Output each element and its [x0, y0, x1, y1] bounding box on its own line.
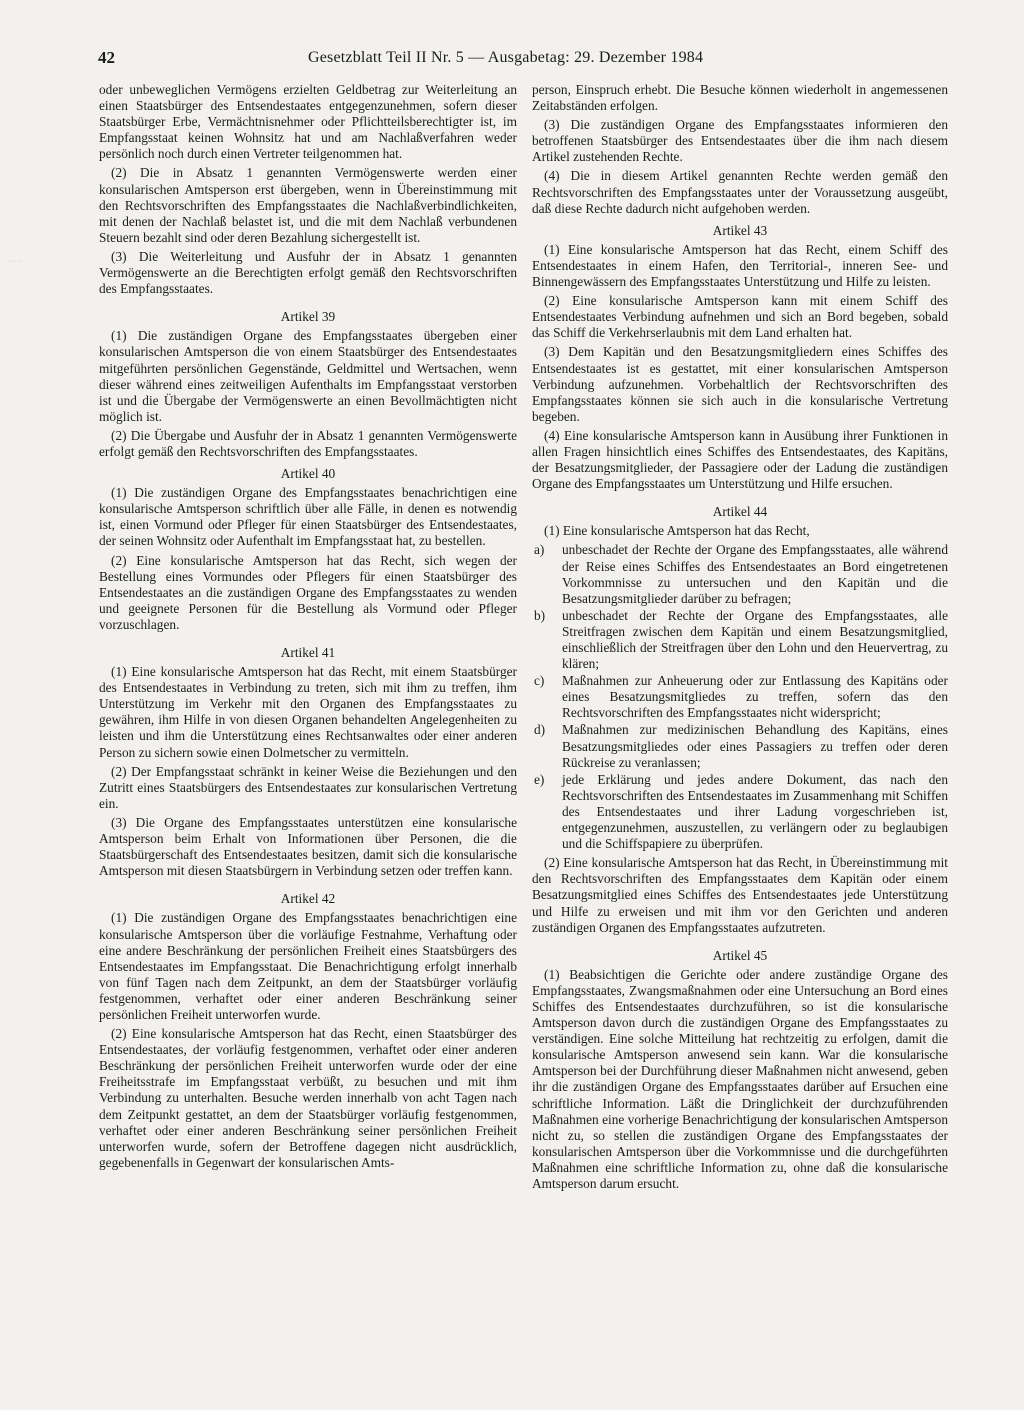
list-item-text: jede Erklärung und jedes andere Dokument, das nach den Rechtsvorschriften des Entsendestaates im Zusammenhang mit Schiffen des Entsendestaates und ihrer Ladung vorgeschrieben ist, entgegenzunehmen, auszustellen, zu verlängern oder zu beglaubigen und die Schiffspapiere zu überprüfen. — [562, 771, 948, 852]
paragraph: (3) Die Weiterleitung und Ausfuhr der in Absatz 1 genannten Vermögenswerte an die Berechtigten erfolgt gemäß den Rechtsvorschriften des Empfangsstaates. — [99, 248, 517, 297]
enumerated-list — [532, 542, 948, 852]
list-item-text: Maßnahmen zur Anheuerung oder zur Entlassung des Kapitäns oder eines Besatzungsmitgliedes zu treffen, sofern das den Rechtsvorschriften des Empfangsstaates nicht widerspricht; — [562, 673, 948, 721]
paragraph: (2) Der Empfangsstaat schränkt in keiner Weise die Beziehungen und den Zutritt eines Staatsbürgers des Entsendestaates zur konsularischen Vertretung ein. — [99, 763, 517, 811]
paragraph: (2) Eine konsularische Amtsperson hat das Recht, einen Staatsbürger des Entsendestaates, der vorläufig festgenommen, verhaftet oder einer anderen Beschränkung der persönlichen Freiheit unterworfen wurde oder der eine Freiheitsstrafe im Empfangsstaat verbüßt, zu besuchen und mit ihm Verbindung zu unterhalten. Besuche werden innerhalb von acht Tagen nach dem Zeitpunkt gestattet, an dem der Staatsbürger vorläufig festgenommen, verhaftet oder einer anderen Beschränkung seiner persönlichen Freiheit unterworfen wurde, sofern der Betroffene dagegen nicht ausdrücklich, gegebenenfalls in Gegenwart der konsularischen Amts- — [99, 1026, 517, 1170]
paragraph: (1) Die zuständigen Organe des Empfangsstaates übergeben einer konsularischen Amtsperson die von einem Staatsbürger des Entsendestaates mitgeführten persönlichen Gegenstände, Geldmittel und Wertsachen, wenn dieser während eines zeitweiligen Aufenthalts im Empfangsstaat verstorben ist und die Übergabe der Vermögenswerte an einen Bevollmächtigten nicht möglich ist. — [99, 328, 517, 424]
paragraph: (1) Eine konsularische Amtsperson hat das Recht, mit einem Staatsbürger des Entsendestaates in Verbindung zu treten, sich mit ihm zu treffen, ihm Unterstützung im Verkehr mit den Organen des Empfangsstaates zu gewähren, ihm Hilfe in von diesen Organen behandelten Angelegenheiten zu leisten und ihm die Unterstützung eines Rechtsanwaltes oder einer anderen Person zu sichern sowie einen Dolmetscher zu vermitteln. — [99, 664, 517, 760]
page-header — [98, 44, 956, 74]
paragraph: (2) Eine konsularische Amtsperson hat das Recht, in Übereinstimmung mit den Rechtsvorschriften des Empfangsstaates dem Kapitän oder einem Besatzungsmitglied eines Schiffes des Entsendestaates jede Unterstützung und Hilfe zu erweisen und mit ihm vor den Gerichten und anderen zuständigen Organen des Empfangsstaates aufzutreten. — [532, 855, 948, 935]
paragraph: (4) Eine konsularische Amtsperson kann in Ausübung ihrer Funktionen in allen Fragen hinsichtlich eines Schiffes des Entsendestaates, des Kapitäns, der Besatzungsmitglieder, der Passagiere oder der Ladung die zuständigen Organe des Empfangsstaates um Unterstützung und Hilfe ersuchen. — [532, 427, 948, 492]
paragraph: (2) Die in Absatz 1 genannten Vermögenswerte werden einer konsularischen Amtsperson erst übergeben, wenn in Übereinstimmung mit den Rechtsvorschriften des Empfangsstaates die Nachlaßverbindlichkeiten, mit denen der Nachlaß belastet ist, und die mit dem Nachlaß verbundenen Steuern bezahlt sind oder deren Bezahlung sichergestellt ist. — [99, 165, 517, 245]
list-item — [532, 542, 948, 606]
paragraph: (1) Eine konsularische Amtsperson hat das Recht, einem Schiff des Entsendestaates in einem Hafen, den Territorial-, inneren See- und Binnengewässern des Empfangsstaates Unterstützung und Hilfe zu leisten. — [532, 241, 948, 290]
margin-mark: ····· — [8, 259, 23, 265]
article-heading: Artikel 40 — [280, 466, 336, 482]
article-heading: Artikel 41 — [280, 645, 336, 660]
paragraph: person, Einspruch erhebt. Die Besuche können wiederholt in angemessenen Zeitabständen erfolgen. — [532, 82, 948, 114]
list-item — [532, 722, 948, 770]
paragraph: (2) Eine konsularische Amtsperson kann mit einem Schiff des Entsendestaates Verbindung aufnehmen und sich an Bord begeben, sobald das Schiff die Verkehrserlaubnis mit dem Land erhalten hat. — [532, 293, 948, 341]
list-item-label: d) — [534, 722, 546, 738]
paragraph: (3) Die zuständigen Organe des Empfangsstaates informieren den betroffenen Staatsbürger des Entsendestaates über die ihm nach diesem Artikel zustehenden Rechte. — [532, 117, 948, 165]
list-item-label: b) — [534, 607, 546, 623]
list-item — [532, 608, 948, 672]
article-heading: Artikel 43 — [712, 222, 768, 238]
paragraph: (4) Die in diesem Artikel genannten Rechte werden gemäß den Rechtsvorschriften des Empfangsstaates unter der Voraussetzung ausgeübt, daß diese Rechte dadurch nicht aufgehoben werden. — [532, 168, 948, 216]
paragraph: oder unbeweglichen Vermögens erzielten Geldbetrag zur Weiterleitung an einen Staatsbürger des Entsendestaates entgegenzunehmen, sofern dieser Staatsbürger Erbe, Vermächtnisnehmer oder Pflichtteilsberechtigter ist, im Empfangsstaat keinen Wohnsitz hat und am Nachlaßverfahren weder persönlich noch durch einen Vertreter teilgenommen hat. — [99, 82, 517, 162]
list-item-text: Maßnahmen zur medizinischen Behandlung des Kapitäns, eines Besatzungsmitgliedes oder eines Passagiers zu treffen oder deren Rückreise zu veranlassen; — [562, 722, 948, 770]
list-item-label: a) — [534, 542, 545, 558]
left-column — [99, 82, 517, 1174]
paragraph: (1) Die zuständigen Organe des Empfangsstaates benachrichtigen eine konsularische Amtsperson über die vorläufige Festnahme, Verhaftung oder eine andere Beschränkung der persönlichen Freiheit eines Staatsbürgers des Entsendestaates im Empfangsstaat. Die Benachrichtigung erfolgt innerhalb von fünf Tagen nach dem Zeitpunkt, an dem der Staatsbürger vorläufig festgenommen, verhaftet oder einer anderen Beschränkung seiner persönlichen Freiheit unterworfen wurde. — [99, 910, 517, 1022]
list-item-text: unbeschadet der Rechte der Organe des Empfangsstaates, alle Streitfragen zwischen dem Kapitän und einem Besatzungsmitglied, einschließlich der Streitfragen über den Lohn und den Heuervertrag, zu klären; — [562, 607, 948, 672]
list-item-text: unbeschadet der Rechte der Organe des Empfangsstaates, alle während der Reise eines Schiffes des Entsendestaates an Bord eingetretenen Vorkommnisse zu untersuchen und den Kapitän und die Besatzungsmitglieder darüber zu befragen; — [562, 542, 948, 606]
paragraph: (3) Dem Kapitän und den Besatzungsmitgliedern eines Schiffes des Entsendestaates ist es gestattet, mit einer konsularischen Amtsperson Verbindung aufzunehmen. Vorbehaltlich der Rechtsvorschriften des Empfangsstaates können sie sich auch in die konsularische Vertretung begeben. — [532, 344, 948, 424]
paragraph: (1) Eine konsularische Amtsperson hat das Recht, — [544, 523, 810, 539]
article-heading: Artikel 39 — [280, 309, 336, 325]
list-item — [532, 673, 948, 721]
article-heading: Artikel 44 — [712, 504, 768, 520]
running-head: Gesetzblatt Teil II Nr. 5 — Ausgabetag: 29. Dezember 1984 — [308, 49, 704, 66]
paragraph: (2) Eine konsularische Amtsperson hat das Recht, sich wegen der Bestellung eines Vormundes oder Pflegers für einen Staatsbürger des Entsendestaates an die zuständigen Organe des Empfangsstaates zu wenden und geeignete Personen für die Bestellung als Vormund oder Pfleger vorzuschlagen. — [99, 552, 517, 632]
right-column — [532, 82, 948, 1195]
list-item-label: c) — [534, 673, 545, 689]
article-heading: Artikel 45 — [712, 947, 768, 963]
paragraph: (1) Beabsichtigen die Gerichte oder andere zuständige Organe des Empfangsstaates, Zwangsmaßnahmen oder eine Untersuchung an Bord eines Schiffes des Entsendestaates durchzuführen, so ist die konsularische Amtsperson davon durch die zuständigen Organe des Empfangsstaates zu verständigen. Eine solche Mitteilung hat rechtzeitig zu erfolgen, damit die konsularische Amtsperson anwesend sein kann. War die konsularische Amtsperson bei der Durchführung dieser Maßnahmen nicht anwesend, geben ihr die zuständigen Organe des Empfangsstaates darüber auf Ersuchen eine schriftliche Information. Läßt die Dringlichkeit der durchzuführenden Maßnahmen eine vorherige Benachrichtigung der konsularischen Amtsperson nicht zu, so stellen die zuständigen Organe des Empfangsstaates der konsularischen Amtsperson über die Vorkommnisse und die durchgeführten Maßnahmen eine schriftliche Information zu, ohne daß die konsularische Amtsperson darum ersucht. — [532, 966, 948, 1191]
list-item — [532, 772, 948, 852]
paragraph: (2) Die Übergabe und Ausfuhr der in Absatz 1 genannten Vermögenswerte erfolgt gemäß den Rechtsvorschriften des Empfangsstaates. — [99, 427, 517, 459]
page-number: 42 — [98, 48, 115, 67]
paragraph: (1) Die zuständigen Organe des Empfangsstaates benachrichtigen eine konsularische Amtsperson schriftlich über alle Fälle, in denen es notwendig ist, einen Vormund oder Pfleger für einen Staatsbürger des Entsendestaates, der seinen Wohnsitz oder Aufenthalt im Empfangsstaat hat, zu bestellen. — [99, 485, 517, 549]
article-heading: Artikel 42 — [280, 891, 336, 907]
list-item-label: e) — [534, 771, 545, 787]
paragraph: (3) Die Organe des Empfangsstaates unterstützen eine konsularische Amtsperson beim Erhalt von Informationen über Personen, die die Staatsbürgerschaft des Entsendestaates besitzen, damit sich die konsularische Amtsperson mit diesen Staatsbürgern in Verbindung setzen oder treffen kann. — [99, 814, 517, 879]
